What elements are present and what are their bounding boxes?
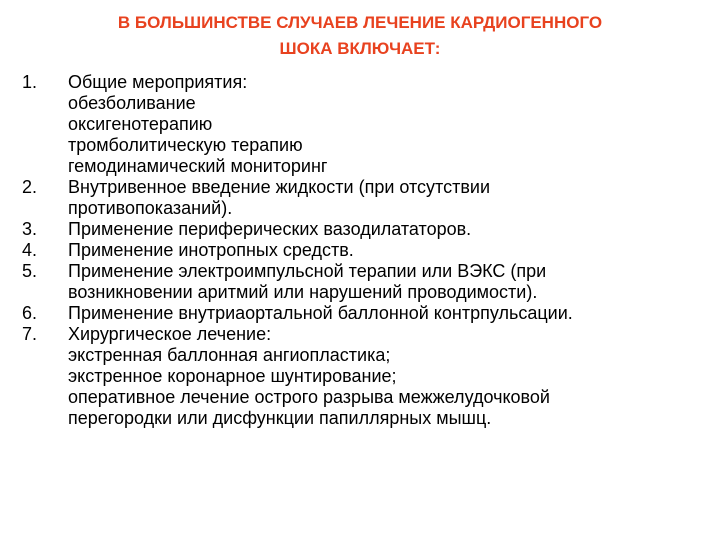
list-item-number: 2. (22, 177, 38, 197)
list-item-line: Применение периферических вазодилататоров. (68, 219, 472, 239)
list-item-number: 7. (22, 324, 38, 344)
list-item-line: экстренная баллонная ангиопластика; (68, 345, 391, 365)
list-item (22, 324, 702, 429)
list-item (22, 303, 702, 324)
slide-title-line-2: ШОКА ВКЛЮЧАЕТ: (279, 39, 441, 58)
list-item-line: Применение электроимпульсной терапии или ВЭКС (при (68, 261, 547, 281)
list-item (22, 177, 702, 219)
list-item-line: оксигенотерапию (68, 114, 213, 134)
slide-title-line-1: В БОЛЬШИНСТВЕ СЛУЧАЕВ ЛЕЧЕНИЕ КАРДИОГЕННОГО (117, 13, 603, 32)
list-item-line: Применение внутриаортальной баллонной контрпульсации. (68, 303, 573, 323)
list-item-line: оперативное лечение острого разрыва межжелудочковой (68, 387, 550, 407)
list-item-number: 6. (22, 303, 38, 323)
slide-title (40, 10, 680, 62)
list-item-number: 1. (22, 72, 38, 92)
list-item (22, 240, 702, 261)
list-item-number: 4. (22, 240, 38, 260)
list-item-content (68, 219, 702, 240)
list-item-number: 3. (22, 219, 38, 239)
list-item-line: возникновении аритмий или нарушений проводимости). (68, 282, 538, 302)
list-item-line: перегородки или дисфункции папиллярных мышц. (68, 408, 492, 428)
list-item-line: Общие мероприятия: (68, 72, 248, 92)
list-item-content (68, 303, 702, 324)
list-item (22, 72, 702, 177)
list-item-line: противопоказаний). (68, 198, 233, 218)
list-item-content (68, 177, 702, 219)
list-item-line: Применение инотропных средств. (68, 240, 354, 260)
list-item-line: Хирургическое лечение: (68, 324, 272, 344)
list-item-line: гемодинамический мониторинг (68, 156, 328, 176)
list-item-content (68, 261, 702, 303)
list-item-content (68, 240, 702, 261)
list-item-line: тромболитическую терапию (68, 135, 303, 155)
list-item-line: обезболивание (68, 93, 196, 113)
list-item (22, 261, 702, 303)
list-item (22, 219, 702, 240)
list-item-line: Внутривенное введение жидкости (при отсутствии (68, 177, 490, 197)
treatment-list (22, 72, 702, 429)
list-item-content (68, 72, 702, 177)
list-item-line: экстренное коронарное шунтирование; (68, 366, 397, 386)
list-item-content (68, 324, 702, 429)
list-item-number: 5. (22, 261, 38, 281)
